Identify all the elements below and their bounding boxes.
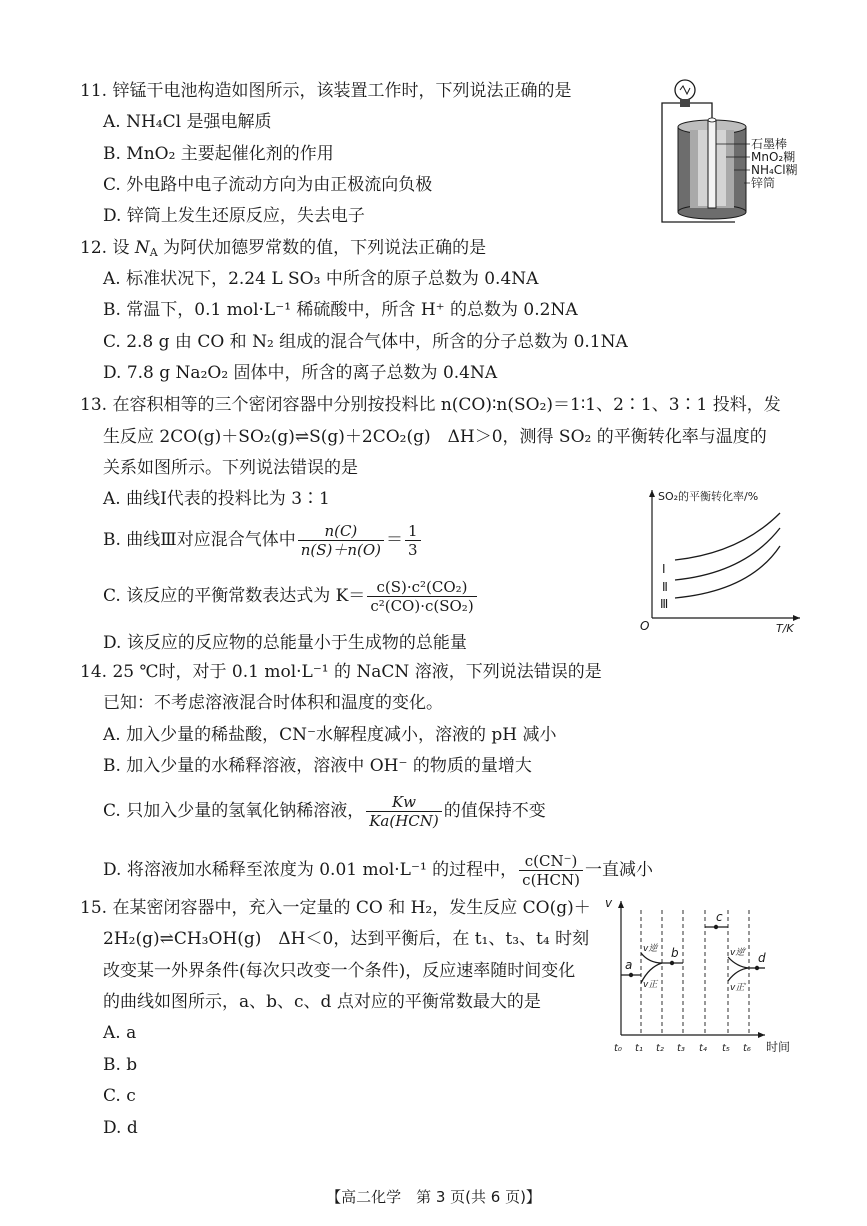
q14-option-b: B. 加入少量的水稀释溶液，溶液中 OH⁻ 的物质的量增大	[103, 756, 532, 776]
q14-d-fraction	[519, 852, 583, 889]
tick-t1: t₁	[635, 1043, 643, 1054]
q15-option-a: A. a	[103, 1023, 137, 1043]
q15-option-b: B. b	[103, 1055, 138, 1075]
q14-option-d-post: 一直减小	[584, 860, 653, 880]
q12-option-b: B. 常温下，0.1 mol·L⁻¹ 稀硫酸中，所含 H⁺ 的总数为 0.2NA	[103, 300, 578, 320]
curve-III	[675, 546, 780, 598]
graph-ylabel: SO₂的平衡转化率/%	[658, 490, 759, 503]
q13-stem-line1: 13. 在容积相等的三个密闭容器中分别按投料比 n(CO)∶n(SO₂)＝1∶1、2∶1、3∶1 投料，发	[80, 395, 781, 415]
page-footer: 【高二化学 第 3 页(共 6 页)】	[326, 1188, 541, 1206]
q13-option-c	[103, 578, 479, 615]
q14-d-numerator: c(CN⁻)	[524, 852, 578, 870]
label-graphite-rod: 石墨棒	[751, 137, 788, 151]
point-a	[629, 973, 633, 977]
q14-note: 已知：不考虑溶液混合时体积和温度的变化。	[103, 693, 443, 713]
q14-option-d	[103, 852, 653, 889]
label-mno2-paste: MnO₂糊	[751, 150, 796, 164]
q13-c-fraction	[367, 578, 476, 615]
q15-option-d: D. d	[103, 1118, 138, 1138]
time-axis-label: 时间	[766, 1040, 791, 1054]
q12-option-c: C. 2.8 g 由 CO 和 N₂ 组成的混合气体中，所含的分子总数为 0.1NA	[103, 332, 628, 352]
q13-c-numerator: c(S)·c²(CO₂)	[376, 578, 468, 596]
q14-option-c	[103, 793, 546, 830]
q11-option-c: C. 外电路中电子流动方向为由正极流向负极	[103, 175, 433, 195]
tick-t4: t₄	[699, 1043, 707, 1054]
rate-time-graph	[605, 895, 805, 1060]
q13-b-denominator: n(S)＋n(O)	[298, 540, 384, 559]
point-b-label: b	[671, 946, 679, 960]
tick-t2: t₂	[656, 1043, 664, 1054]
graph-xlabel: T/K	[776, 622, 794, 635]
q12-stem-pre: 12. 设	[80, 238, 135, 258]
q12-option-d: D. 7.8 g Na₂O₂ 固体中，所含的离子总数为 0.4NA	[103, 363, 498, 383]
v-forward-label: v正	[643, 980, 658, 990]
q15-option-c: C. c	[103, 1086, 136, 1106]
point-a-label: a	[625, 958, 633, 972]
q14-stem: 14. 25 ℃时，对于 0.1 mol·L⁻¹ 的 NaCN 溶液，下列说法错误的是	[80, 662, 602, 682]
q13-stem-line3: 关系如图所示。下列说法错误的是	[103, 458, 358, 478]
q13-b-result-denominator: 3	[405, 540, 421, 559]
rate-axis-label: v	[605, 896, 613, 910]
q11-option-a: A. NH₄Cl 是强电解质	[103, 112, 272, 132]
q14-c-denominator: Ka(HCN)	[366, 811, 442, 830]
q12-stem-post: 为阿伏加德罗常数的值，下列说法正确的是	[163, 238, 487, 258]
conversion-temperature-graph	[630, 478, 810, 638]
q14-option-a: A. 加入少量的稀盐酸，CN⁻水解程度减小，溶液的 pH 减小	[103, 725, 557, 745]
q11-stem: 11. 锌锰干电池构造如图所示，该装置工作时，下列说法正确的是	[80, 81, 572, 101]
q13-b-fraction	[298, 522, 384, 559]
q11-option-b: B. MnO₂ 主要起催化剂的作用	[103, 144, 334, 164]
q13-option-d: D. 该反应的反应物的总能量小于生成物的总能量	[103, 633, 467, 653]
point-d	[755, 966, 759, 970]
curve-II	[675, 528, 780, 580]
curve-label-I: Ⅰ	[662, 562, 666, 576]
q11-option-d: D. 锌筒上发生还原反应，失去电子	[103, 206, 365, 226]
q13-b-result-numerator: 1	[408, 522, 418, 540]
q13-b-result-fraction	[405, 522, 421, 559]
q13-b-equals: ＝	[386, 530, 404, 550]
q13-option-b	[103, 522, 423, 559]
q12-na-symbol: N	[134, 238, 150, 258]
tick-t0: t₀	[614, 1043, 622, 1054]
q15-stem-line2: 2H₂(g)⇌CH₃OH(g) ΔH＜0，达到平衡后，在 t₁、t₃、t₄ 时刻	[103, 929, 590, 949]
q15-stem-line4: 的曲线如图所示，a、b、c、d 点对应的平衡常数最大的是	[103, 992, 541, 1012]
label-zinc-can: 锌筒	[751, 176, 776, 190]
q13-stem-line2: 生反应 2CO(g)＋SO₂(g)⇌S(g)＋2CO₂(g) ΔH＞0，测得 SO₂ 的平衡转化率与温度的	[103, 427, 767, 447]
v-reverse-label: v逆	[643, 944, 658, 954]
q13-option-c-text: C. 该反应的平衡常数表达式为 K＝	[103, 586, 366, 606]
label-nh4cl-paste: NH₄Cl糊	[751, 163, 798, 177]
v-reverse-prime-label: v逆′	[730, 948, 747, 958]
q14-c-numerator: Kw	[391, 793, 417, 811]
graph-origin: O	[640, 619, 650, 633]
q14-c-fraction	[366, 793, 442, 830]
q15-stem-line1: 15. 在某密闭容器中，充入一定量的 CO 和 H₂，发生反应 CO(g)＋	[80, 898, 591, 918]
q14-option-d-text: D. 将溶液加水稀释至浓度为 0.01 mol·L⁻¹ 的过程中，	[103, 860, 518, 880]
q13-b-numerator: n(C)	[324, 522, 358, 540]
point-c-label: c	[716, 910, 723, 924]
v-forward-prime-label: v正′	[730, 983, 747, 993]
q13-option-b-text: B. 曲线Ⅲ对应混合气体中	[103, 530, 296, 550]
point-b	[670, 961, 674, 965]
tick-t5: t₅	[722, 1043, 730, 1054]
q12-option-a: A. 标准状况下，2.24 L SO₃ 中所含的原子总数为 0.4NA	[103, 269, 539, 289]
curve-I	[675, 513, 780, 560]
curve-label-III: Ⅲ	[660, 597, 669, 611]
q12-stem: 12. 设 $N_A$ 为阿伏加德罗常数的值，下列说法正确的是	[80, 238, 487, 259]
curve-label-II: Ⅱ	[662, 580, 668, 594]
tick-t6: t₆	[743, 1043, 751, 1054]
q13-c-denominator: c²(CO)·c(SO₂)	[367, 596, 476, 615]
point-c	[714, 925, 718, 929]
q14-option-c-text: C. 只加入少量的氢氧化钠稀溶液，	[103, 801, 365, 821]
time-dividers	[641, 910, 749, 1035]
point-d-label: d	[758, 951, 766, 965]
q15-stem-line3: 改变某一外界条件(每次只改变一个条件)，反应速率随时间变化	[103, 961, 576, 981]
tick-t3: t₃	[677, 1043, 685, 1054]
dry-cell-diagram	[640, 72, 810, 232]
q14-d-denominator: c(HCN)	[519, 870, 583, 889]
q13-option-a: A. 曲线Ⅰ代表的投料比为 3∶1	[103, 489, 330, 509]
q14-option-c-post: 的值保持不变	[443, 801, 546, 821]
